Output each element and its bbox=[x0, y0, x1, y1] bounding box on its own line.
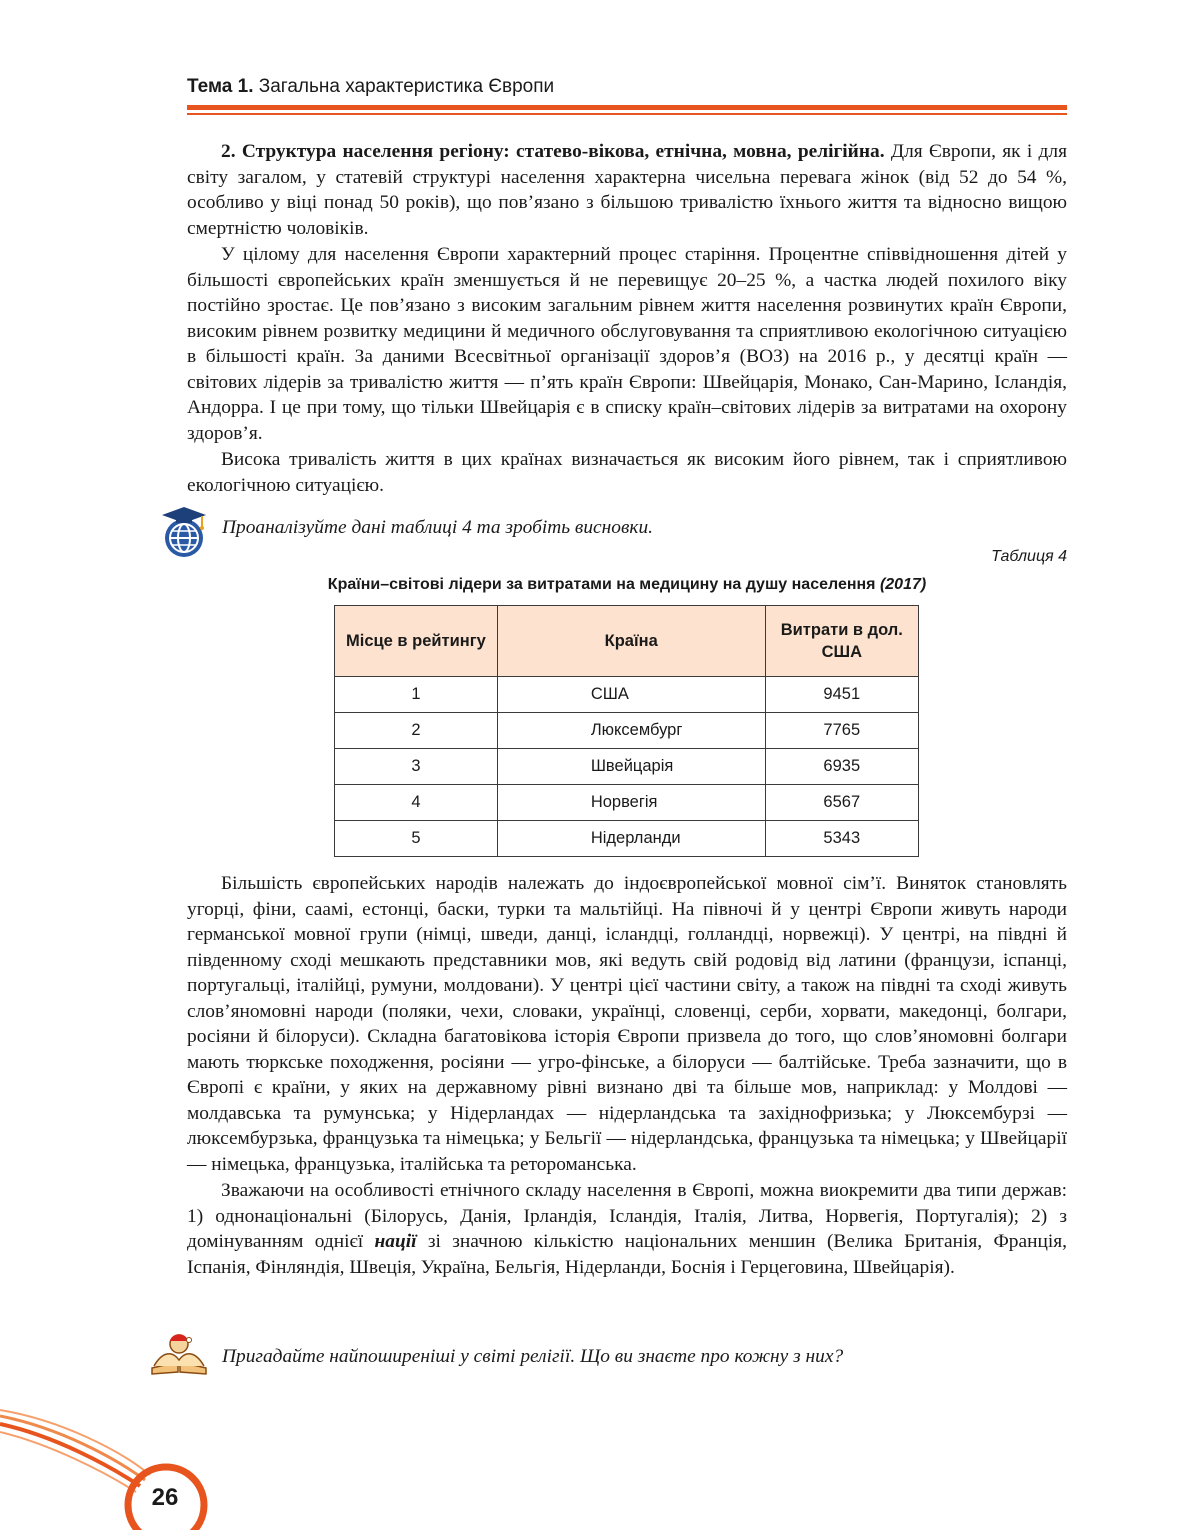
book-recall-icon bbox=[148, 1330, 210, 1376]
paragraph bbox=[187, 139, 1067, 241]
table-row bbox=[335, 749, 919, 785]
topic-number: Тема 1. bbox=[187, 76, 254, 97]
header-rule-thin bbox=[187, 113, 1067, 115]
paragraph bbox=[187, 1178, 1067, 1280]
cell-rank: 3 bbox=[335, 749, 498, 785]
section-structure bbox=[187, 139, 1067, 498]
spending-table bbox=[334, 605, 919, 857]
table-title-text: Країни–світові лідери за витратами на медицину на душу населення bbox=[327, 576, 880, 593]
cell-spend: 5343 bbox=[765, 821, 918, 857]
cell-rank: 5 bbox=[335, 821, 498, 857]
table-title-year: (2017) bbox=[879, 576, 927, 593]
cell-spend: 7765 bbox=[765, 713, 918, 749]
cell-country: Норвегія bbox=[497, 785, 765, 821]
running-header bbox=[187, 76, 1067, 98]
table-row bbox=[335, 785, 919, 821]
table-row bbox=[335, 821, 919, 857]
table-row bbox=[335, 713, 919, 749]
cell-spend: 6567 bbox=[765, 785, 918, 821]
cell-spend: 9451 bbox=[765, 677, 918, 713]
topic-title: Загальна характеристика Європи bbox=[253, 76, 555, 97]
column-header-rank: Місце в рейтингу bbox=[335, 606, 498, 677]
table-header-row bbox=[335, 606, 919, 677]
graduation-globe-icon bbox=[158, 505, 212, 559]
task-instruction: Проаналізуйте дані таблиці 4 та зробіть висновки. bbox=[222, 517, 653, 538]
cell-rank: 2 bbox=[335, 713, 498, 749]
section-languages bbox=[187, 871, 1067, 1280]
cell-country: США bbox=[497, 677, 765, 713]
column-header-spend: Витрати в дол. США bbox=[765, 606, 918, 677]
table-label: Таблиця 4 bbox=[991, 548, 1067, 565]
cell-rank: 1 bbox=[335, 677, 498, 713]
cell-country: Люксембург bbox=[497, 713, 765, 749]
table-row bbox=[335, 677, 919, 713]
paragraph-text: Зважаючи на особливості етнічного складу населення в Європі, можна виокремити два типи держав: 1) однонаціональні (Білорусь, Данія, Ірландія, Ісландія, Італія, Литва, Норвегія, Португалія); 2) з домінуванням однієї bbox=[187, 1180, 1067, 1252]
page-number: 26 bbox=[151, 1484, 179, 1511]
emphasis-term: нації bbox=[374, 1231, 417, 1252]
cell-country: Швейцарія bbox=[497, 749, 765, 785]
cell-rank: 4 bbox=[335, 785, 498, 821]
paragraph: Висока тривалість життя в цих країнах визначається як високим його рівнем, так і сприятливою екологічною ситуацією. bbox=[187, 449, 1067, 496]
paragraph: Більшість європейських народів належать до індоєвропейської мовної сім’ї. Виняток становлять угорці, фіни, саамі, естонці, баски, турки та мальтійці. На півночі й у центрі Європи живуть народи германської мовної групи (німці, шведи, данці, ісландці, голландці, норвежці). У центрі, на півдні й південному сході мешкають представники мов, які ведуть свій родовід від латини (французи, іспанці, португальці, італійці, румуни, молдовани). У центрі цієї частини світу, а також на півдні та сході живуть слов’яномовні народи (поляки, чехи, словаки, українці, словенці, серби, хорвати, македонці, болгари, росіяни й білоруси). Складна багатовікова історія Європи призвела до того, що слов’яномовні болгари мають тюркське походження, росіяни — угро-фінське, а білоруси — балтійське. Треба зазначити, що в Європі є країни, у яких на державному рівні визнано дві та більше мов, наприклад: у Молдові — молдавська та румунська; у Нідерландах — нідерландська та західнофризька; у Люксембурзі — люксембурзька, французька та німецька; у Бельгії — нідерландська, французька та німецька; у Швейцарії — німецька, французька, італійська та ретороманська. bbox=[187, 873, 1067, 1175]
section-heading: 2. Структура населення регіону: статево-вікова, етнічна, мовна, релігійна. bbox=[221, 141, 885, 162]
paragraph-text: зі значною кількістю національних меншин (Велика Британія, Франція, Іспанія, Фінляндія, Швеція, Україна, Бельгія, Нідерланди, Боснія і Герцеговина, Швейцарія). bbox=[187, 1231, 1067, 1278]
table-title bbox=[187, 576, 1067, 594]
decorative-swoosh bbox=[0, 1380, 230, 1530]
cell-country: Нідерланди bbox=[497, 821, 765, 857]
column-header-country: Країна bbox=[497, 606, 765, 677]
task-instruction-2: Пригадайте найпоширеніші у світі релігії. Що ви знаєте про кожну з них? bbox=[222, 1346, 844, 1367]
cell-spend: 6935 bbox=[765, 749, 918, 785]
paragraph-text: Для Європи, як і для світу загалом, у статевій структурі населення характерна чисельна перевага жінок (від 52 до 54 %, особливо у віці понад 50 років), що пов’язано з більшою тривалістю їхнього життя та відносно вищою смертністю чоловіків. bbox=[187, 141, 1067, 239]
paragraph: У цілому для населення Європи характерний процес старіння. Процентне співвідношення дітей у більшості європейських країн зменшується й не перевищує 20–25 %, а частка людей похилого віку постійно зростає. Це пов’язано з високим загальним рівнем життя населення розвинутих країн Європи, високим рівнем розвитку медицини й медичного обслуговування та сприятливою екологічною ситуацією в більшості країн. За даними Всесвітньої організації здоров’я (ВОЗ) на 2016 р., у десятці країн — світових лідерів за тривалістю життя — п’ять країн Європи: Швейцарія, Монако, Сан-Марино, Ісландія, Андорра. І це при тому, що тільки Швейцарія є в списку країн–світових лідерів за витратами на охорону здоров’я. bbox=[187, 244, 1067, 444]
header-rule bbox=[187, 105, 1067, 110]
